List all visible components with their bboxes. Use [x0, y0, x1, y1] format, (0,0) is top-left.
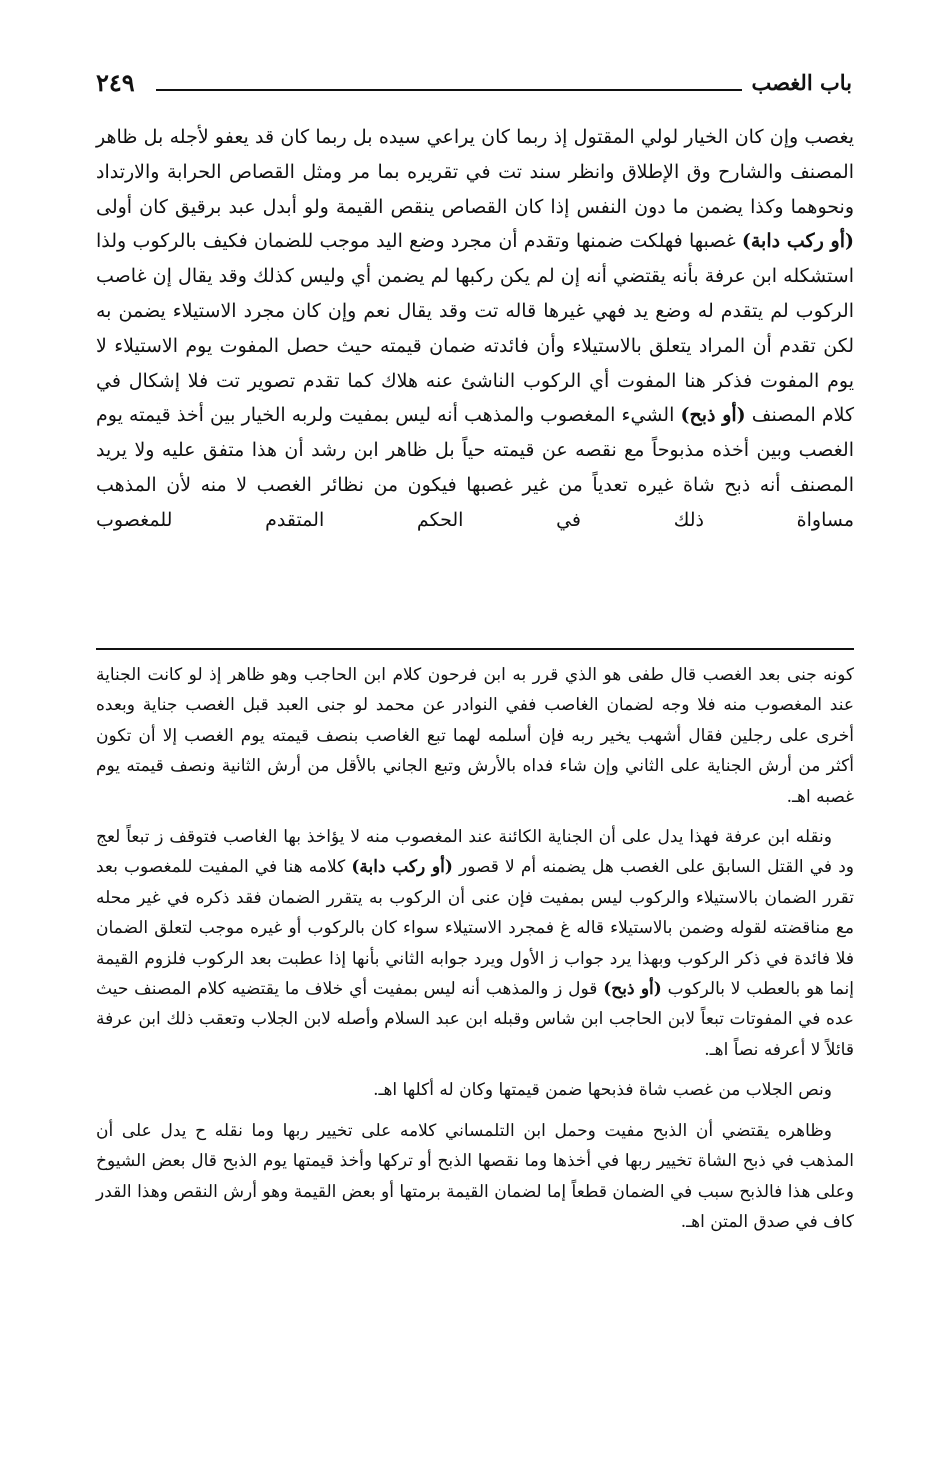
footnote-quote-slaughter: (أو ذبح)	[603, 979, 662, 1000]
footnote-paragraph-1: كونه جنى بعد الغصب قال طفى هو الذي قرر به ابن فرحون كلام ابن الحاجب وهو ظاهر إذ لو كانت الجناية عند المغصوب منه فلا وجه لضمان الغاصب ففي النوادر عن محمد لو جنى العبد قبل الغصب جناية وبعده أخرى على رجلين فقال أشهب يخير ربه فإن أسلمه لهما تبع الغاصب بنصف قيمته يوم الغصب إلا أن تكون أكثر من أرش الجناية على الثاني وإن شاء فداه بالأرش وتبع الجاني بالأقل من أرش الثانية ونصف قيمته يوم غصبه اهـ.	[96, 665, 854, 807]
footnote-paragraph-4: وظاهره يقتضي أن الذبح مفيت وحمل ابن التلمساني كلامه على تخيير ربها وما نقله ح يدل على أن المذهب في ذبح الشاة تخيير ربها في أخذها وما نقصها الذبح أو تركها وأخذ قيمتها يوم الذبح قال بعض الشيوخ وعلى هذا فالذبح سبب في الضمان قطعاً إما لضمان القيمة برمتها أو بعض القيمة وهو أرش النقص وهذا القدر كاف في صدق المتن اهـ.	[96, 1120, 854, 1232]
main-text-part-3: الشيء المغصوب والمذهب أنه ليس بمفيت ولربه الخيار بين أخذ قيمته يوم الغصب وبين أخذه مذبوحاً مع نقصه عن قيمته حياً بل ظاهر ابن رشد أن هذا متفق عليه ولا يريد المصنف أنه ذبح شاة غيره تعدياً من غير غصبها فيكون من نظائر الغصب لا منه لأن المذهب مساواة ذلك في الحكم المتقدم للمغصوب	[96, 404, 854, 531]
footnote-paragraph-3: ونص الجلاب من غصب شاة فذبحها ضمن قيمتها وكان له أكلها اهـ.	[373, 1080, 832, 1101]
matn-quote-slaughter: (أو ذبح)	[680, 404, 746, 427]
main-text-part-2: غصبها فهلكت ضمنها وتقدم أن مجرد وضع اليد موجب للضمان فكيف بالركوب ولذا استشكله ابن عرفة بأنه يقتضي أنه إن لم يكن ركبها لم يضمن أي وليس كذلك وقد يقال إن غاصب الركوب لم يتقدم له وضع يد فهي غيرها قاله تت وقد يقال نعم وإن كان مجرد الاستيلاء يضمن به لكن تقدم أن المراد يتعلق بالاستيلاء وأن فائدته ضمان قيمته حيث حصل المفوت يوم الاستيلاء لا يوم المفوت فذكر هنا المفوت أي الركوب الناشئ عنه هلاك كما تقدم تصوير تت فلا إشكال في كلام المصنف	[96, 230, 855, 427]
footnote-2-part-c: قول ز والمذهب أنه ليس بمفيت أي خلاف ما يقتضيه كلام المصنف حيث عده في المفوتات تبعاً لابن الحاجب ابن شاس وقبله ابن عبد السلام وأصله لابن الجلاب وتعقب ذلك ابن عرفة قائلاً لا أعرفه نصاً اهـ.	[96, 979, 854, 1060]
footnote-paragraph-2	[96, 822, 854, 1065]
matn-quote-ride-animal: (أو ركب دابة)	[741, 230, 854, 253]
main-paragraph	[96, 120, 854, 538]
main-text-part-1: يغصب وإن كان الخيار لولي المقتول إذ ربما كان يراعي سيده بل ربما كان قد يعفو لأجله بل ظاهر المصنف والشارح وق الإطلاق وانظر سند تت في تقريره بما مر ومثل القصاص الحرابة والارتداد ونحوهما وكذا يضمن ما دون النفس إذا كان القصاص ينقص القيمة ولو أبدل عبد برقيق كان أولى	[96, 126, 854, 218]
page-header	[96, 62, 852, 106]
footnotes	[96, 660, 854, 1247]
page-number: ٢٤٩	[96, 68, 135, 97]
main-text	[96, 120, 854, 538]
footnote-quote-ride-animal: (أو ركب دابة)	[351, 857, 453, 878]
footnote-divider	[96, 648, 854, 650]
header-rule	[156, 89, 742, 91]
chapter-title: باب الغصب	[751, 70, 852, 95]
footnote-2-part-a: ونقله ابن عرفة فهذا يدل على أن الجناية الكائنة عند المغصوب منه لا يؤاخذ بها الغاصب فتوقف ز تبعاً لعج ود في القتل السابق على الغصب هل يضمنه أم لا قصور	[96, 827, 854, 878]
footnote-2-part-b: كلامه هنا في المفيت للمغصوب بعد تقرر الضمان بالاستيلاء والركوب ليس بمفيت فإن عنى أن الركوب به يتقرر الضمان فقد ذكره في غير محله مع مناقضته لقوله وضمن بالاستيلاء قاله غ فمجرد الاستيلاء سواء كان بالركوب أو غيره موجب لتعلق الضمان فلا فائدة في ذكر الركوب وبهذا يرد جواب ز الأول ويرد جوابه الثاني بأنها إذا عطبت بعد الركوب فلزوم القيمة إنما هو بالعطب لا بالركوب	[96, 857, 854, 1000]
